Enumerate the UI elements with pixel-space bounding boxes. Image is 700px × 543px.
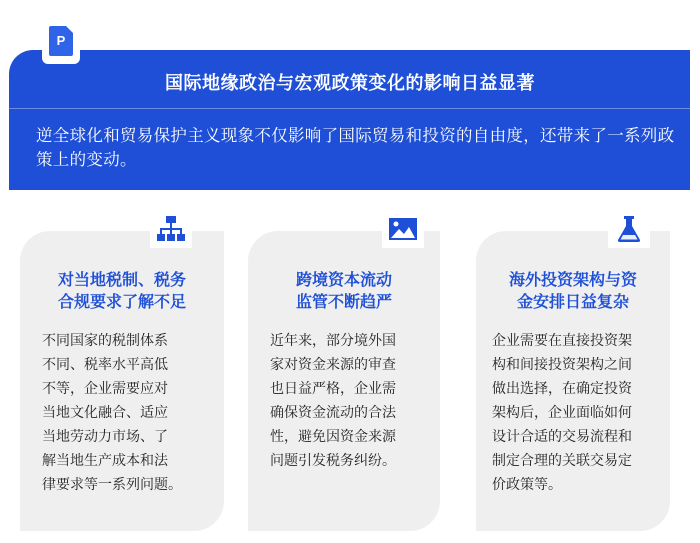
card-body-line: 问题引发税务纠纷。 — [270, 453, 396, 469]
card-body-line: 不等，企业需要应对 — [42, 381, 168, 397]
card-body-line: 也日益严格，企业需 — [270, 381, 396, 397]
card-title-line: 合规要求了解不足 — [57, 292, 186, 311]
card-title — [248, 269, 440, 313]
card-capital-flow — [248, 231, 440, 531]
card-title-line: 海外投资架构与资 — [508, 270, 637, 289]
card-body-line: 设计合适的交易流程和 — [492, 429, 632, 445]
card-body — [42, 329, 182, 497]
intro-text: 逆全球化和贸易保护主义现象不仅影响了国际贸易和投资的自由度，还带来了一系列政策上的变动。 — [36, 126, 675, 169]
flask-icon — [608, 210, 650, 248]
card-body-line: 价政策等。 — [492, 477, 562, 493]
card-body-line: 家对资金来源的审查 — [270, 357, 396, 373]
card-body-line: 解当地生产成本和法 — [42, 453, 168, 469]
card-title — [20, 269, 224, 313]
card-body-line: 律要求等一系列问题。 — [42, 477, 182, 493]
card-body — [492, 329, 632, 497]
document-icon — [49, 26, 73, 56]
card-tax-compliance — [20, 231, 224, 531]
card-title-line: 跨境资本流动 — [295, 270, 392, 289]
card-body-line: 性，避免因资金来源 — [270, 429, 396, 445]
card-body-line: 制定合理的关联交易定 — [492, 453, 632, 469]
card-body — [270, 329, 396, 473]
card-title-line: 对当地税制、税务 — [57, 270, 186, 289]
card-investment-structure — [476, 231, 670, 531]
card-body-line: 做出选择，在确定投资 — [492, 381, 632, 397]
card-body-line: 近年来，部分境外国 — [270, 333, 396, 349]
card-body-line: 当地文化融合、适应 — [42, 405, 168, 421]
card-title-line: 监管不断趋严 — [295, 292, 392, 311]
card-body-line: 不同国家的税制体系 — [42, 333, 168, 349]
page-title: 国际地缘政治与宏观政策变化的影响日益显著 — [165, 73, 535, 94]
card-body-line: 架构后，企业面临如何 — [492, 405, 632, 421]
card-title-line: 金安排日益复杂 — [516, 292, 629, 311]
card-body-line: 确保资金流动的合法 — [270, 405, 396, 421]
card-body-line: 企业需要在直接投资架 — [492, 333, 632, 349]
card-body-line: 当地劳动力市场、了 — [42, 429, 168, 445]
card-title — [476, 269, 670, 313]
card-body-line: 不同、税率水平高低 — [42, 357, 168, 373]
card-body-line: 构和间接投资架构之间 — [492, 357, 632, 373]
title-divider — [9, 108, 690, 109]
image-icon — [382, 210, 424, 248]
document-badge-letter: P — [56, 33, 66, 48]
document-badge — [42, 22, 80, 64]
org-chart-icon — [150, 210, 192, 248]
